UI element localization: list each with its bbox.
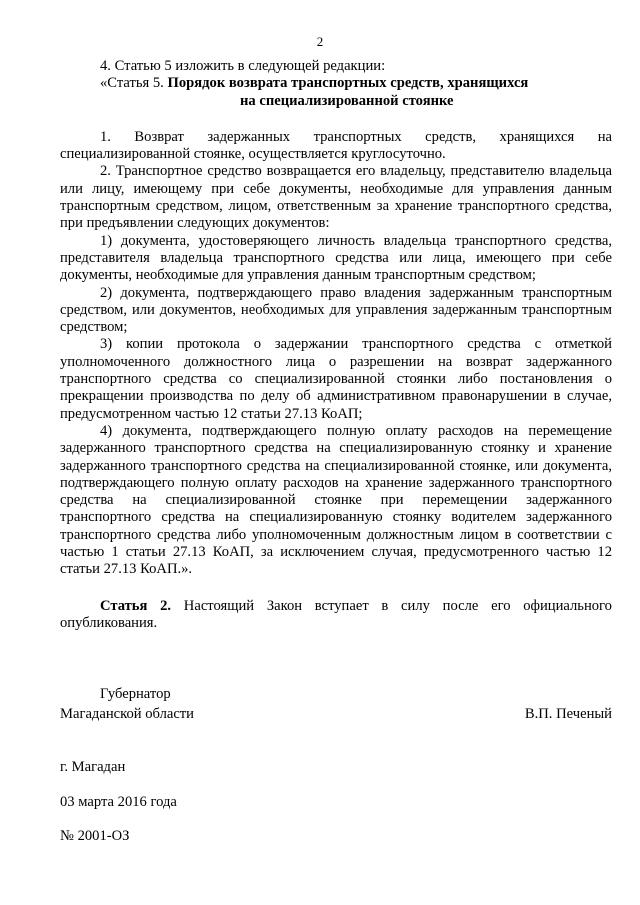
article-5-heading	[100, 75, 612, 110]
paragraph-1: 1. Возврат задержанных транспортных средств, хранящихся на специализированной стоянке, осуществляется круглосуточно.	[60, 128, 612, 163]
list-item-4: 4) документа, подтверждающего полную оплату расходов на перемещение задержанного транспортного средства на специализированную стоянку и хранение задержанного транспортного средства на специализированной стоянке, или документа, подтверждающего полную оплату расходов на хранение задержанного транспортного средства на специализированной стоянке при перемещении задержанного транспортного средства на специализированную стоянку водителем задержанного транспортного средства либо уполномоченным должностным лицом в соответствии с частью 1 статьи 27.13 КоАП, за исключением случая, предусмотренного частью 12 статьи 27.13 КоАП.».	[60, 422, 612, 578]
list-item-3: 3) копии протокола о задержании транспортного средства с отметкой уполномоченного должностного лица о разрешении на возврат задержанного транспортного средства со специализированной стоянки либо постановления о прекращении производства по делу об административном правонарушении в случае, предусмотренном частью 12 статьи 27.13 КоАП;	[60, 336, 612, 422]
footer-date: 03 марта 2016 года	[60, 794, 177, 810]
article-5-title-line2: на специализированной стоянке	[240, 92, 454, 109]
list-item-2: 2) документа, подтверждающего право владения задержанным транспортным средством, или документов, необходимых для управления задержанным транспортным средством;	[60, 284, 612, 336]
spacer	[60, 110, 612, 129]
signature-position-line1: Губернатор	[100, 686, 171, 702]
article-2-label: Статья 2.	[100, 597, 172, 614]
amendment-intro: 4. Статью 5 изложить в следующей редакции:	[100, 58, 386, 74]
page-number: 2	[316, 34, 324, 49]
document-body	[60, 58, 612, 632]
paragraph-2: 2. Транспортное средство возвращается его владельцу, представителю владельца или лицу, имеющему при себе документы, необходимые для управления данным транспортным средством, лицом, ответственным за хранение транспортного средства, при предъявлении следующих документов:	[60, 163, 612, 232]
signature-name: В.П. Печеный	[524, 706, 612, 722]
spacer	[60, 579, 612, 598]
footer-law-number: № 2001-ОЗ	[60, 828, 130, 844]
signature-position-line2: Магаданской области	[60, 706, 194, 722]
article-2-text: Настоящий Закон вступает в силу после его официального опубликования.	[60, 597, 612, 631]
signature-block	[60, 684, 612, 724]
article-5-prefix: «Статья 5.	[100, 75, 164, 92]
article-5-title-line1: Порядок возврата транспортных средств, хранящихся	[167, 75, 529, 92]
list-item-1: 1) документа, удостоверяющего личность владельца транспортного средства, представителя владельца транспортного средства или лица, имеющего при себе документы, необходимые для управления данным транспортным средством;	[60, 232, 612, 284]
article-2	[60, 598, 612, 633]
footer-city: г. Магадан	[60, 759, 126, 775]
